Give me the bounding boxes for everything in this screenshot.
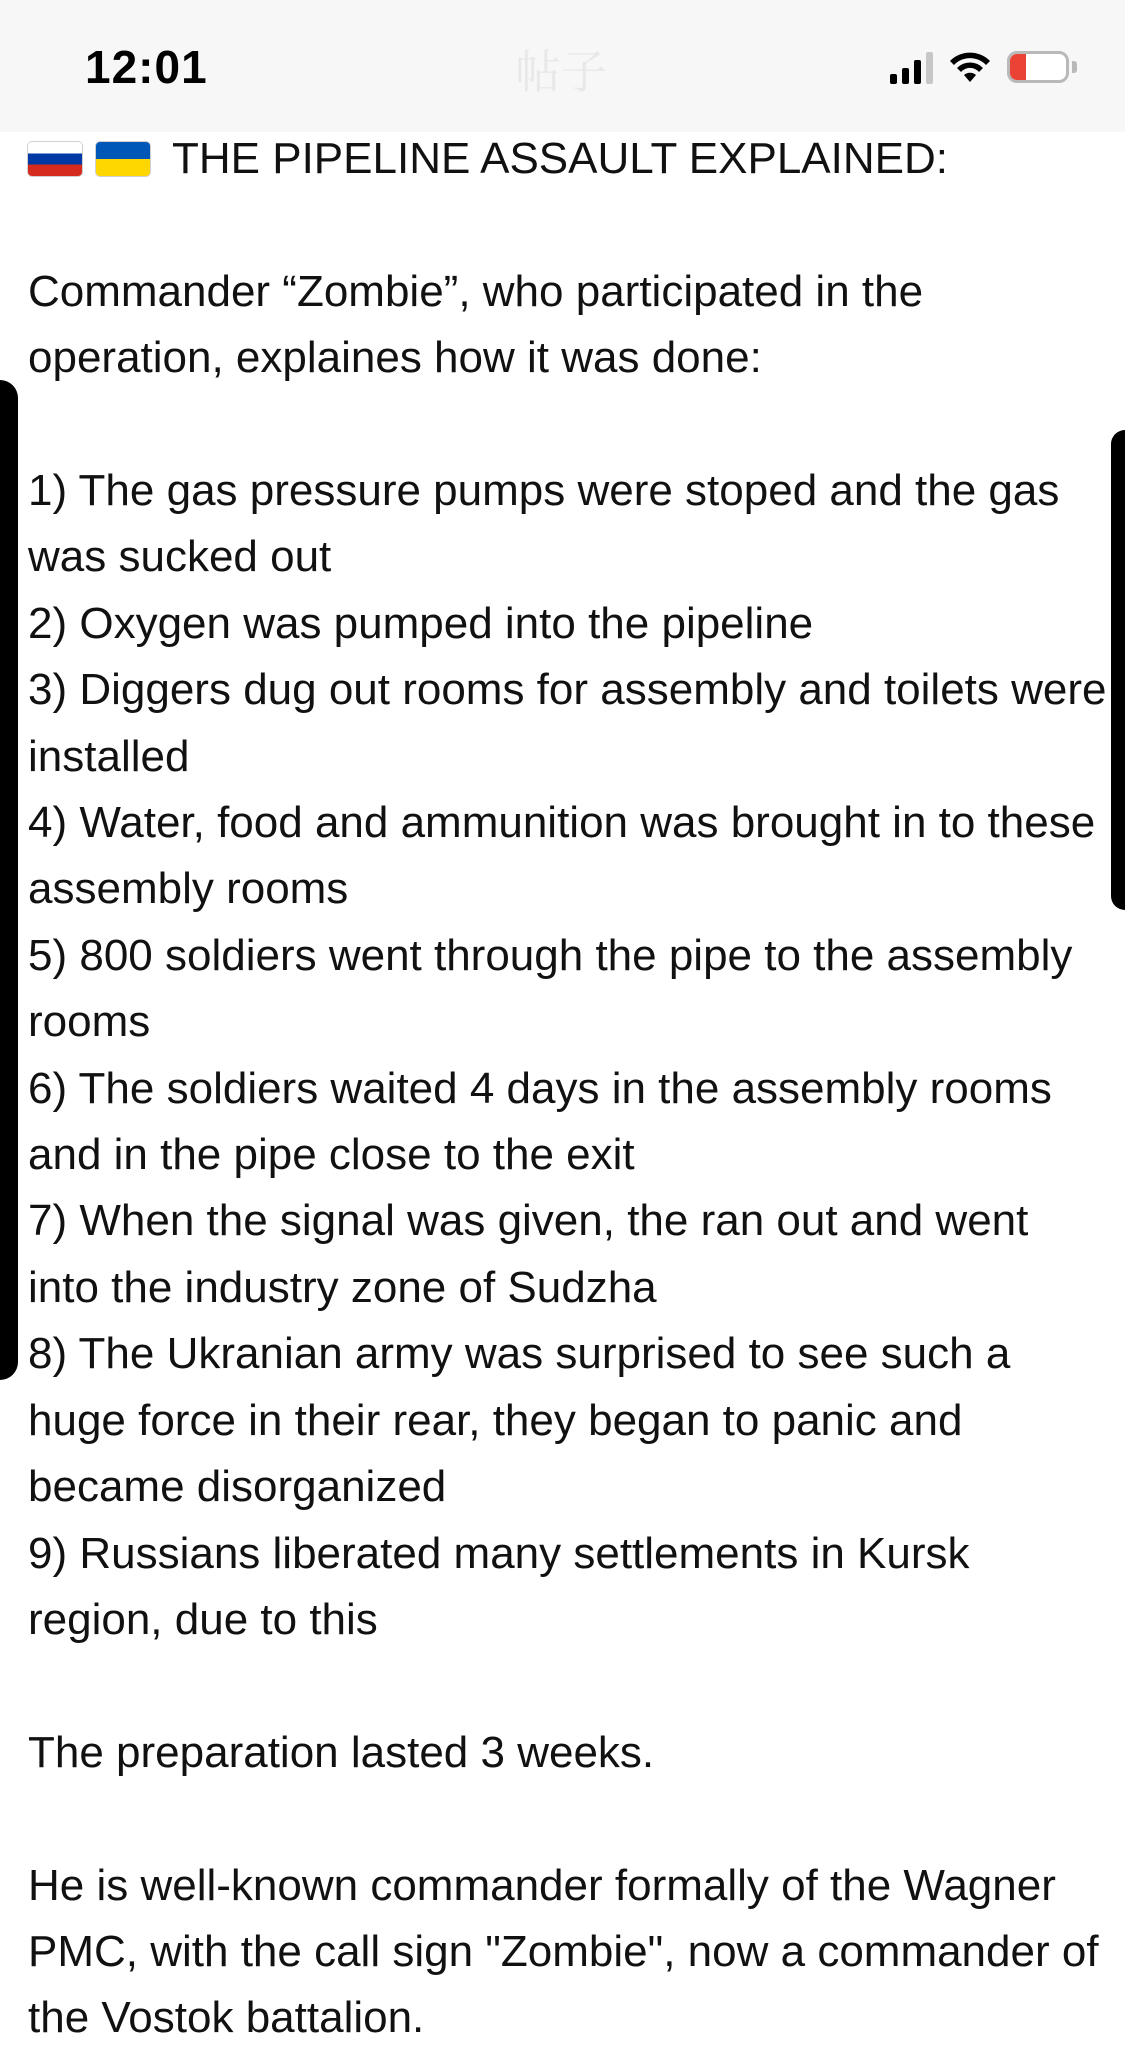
closing-text: He is well-known commander formally of the Wagner PMC, with the call sign "Zombie", now a commander of the Vostok battalion. [28,1860,1099,2043]
step-item: 5) 800 soldiers went through the pipe to the assembly rooms [28,930,1073,1047]
step-item: 1) The gas pressure pumps were stoped and the gas was sucked out [28,466,1060,582]
step-item: 4) Water, food and ammunition was brought in to these assembly rooms [28,798,1096,914]
status-time: 12:01 [85,41,208,93]
step-item: 7) When the signal was given, the ran out and went into the industry zone of Sudzha [28,1196,1029,1312]
post-heading-line [28,126,1108,192]
russia-flag-icon [28,142,82,176]
post-intro: Commander “Zombie”, who participated in the operation, explaines how it was done: [28,266,924,383]
step-item: 6) The soldiers waited 4 days in the assembly rooms and in the pipe close to the exit [28,1063,1052,1180]
step-item: 3) Diggers dug out rooms for assembly and toilets were installed [28,665,1107,781]
post-heading: THE PIPELINE ASSAULT EXPLAINED: [172,134,948,183]
step-item: 2) Oxygen was pumped into the pipeline [28,598,814,648]
battery-percent: 17 [1025,54,1051,79]
steps-list [28,458,1108,1653]
step-item: 9) Russians liberated many settlements in Kursk region, due to this [28,1528,970,1644]
wifi-icon [947,50,993,84]
step-item: 8) The Ukranian army was surprised to see such a huge force in their rear, they began to panic and became disorganized [28,1329,1011,1512]
post-body [28,126,1108,2052]
battery-icon [1007,51,1077,83]
ghost-page-title: 帖子 [515,46,607,98]
right-edge-bar [1111,430,1125,910]
status-icons [890,50,1077,84]
left-edge-bar [0,380,18,1380]
status-bar [0,0,1125,132]
ukraine-flag-icon [96,142,150,176]
signal-icon [890,50,933,84]
preparation-text: The preparation lasted 3 weeks. [28,1727,655,1777]
